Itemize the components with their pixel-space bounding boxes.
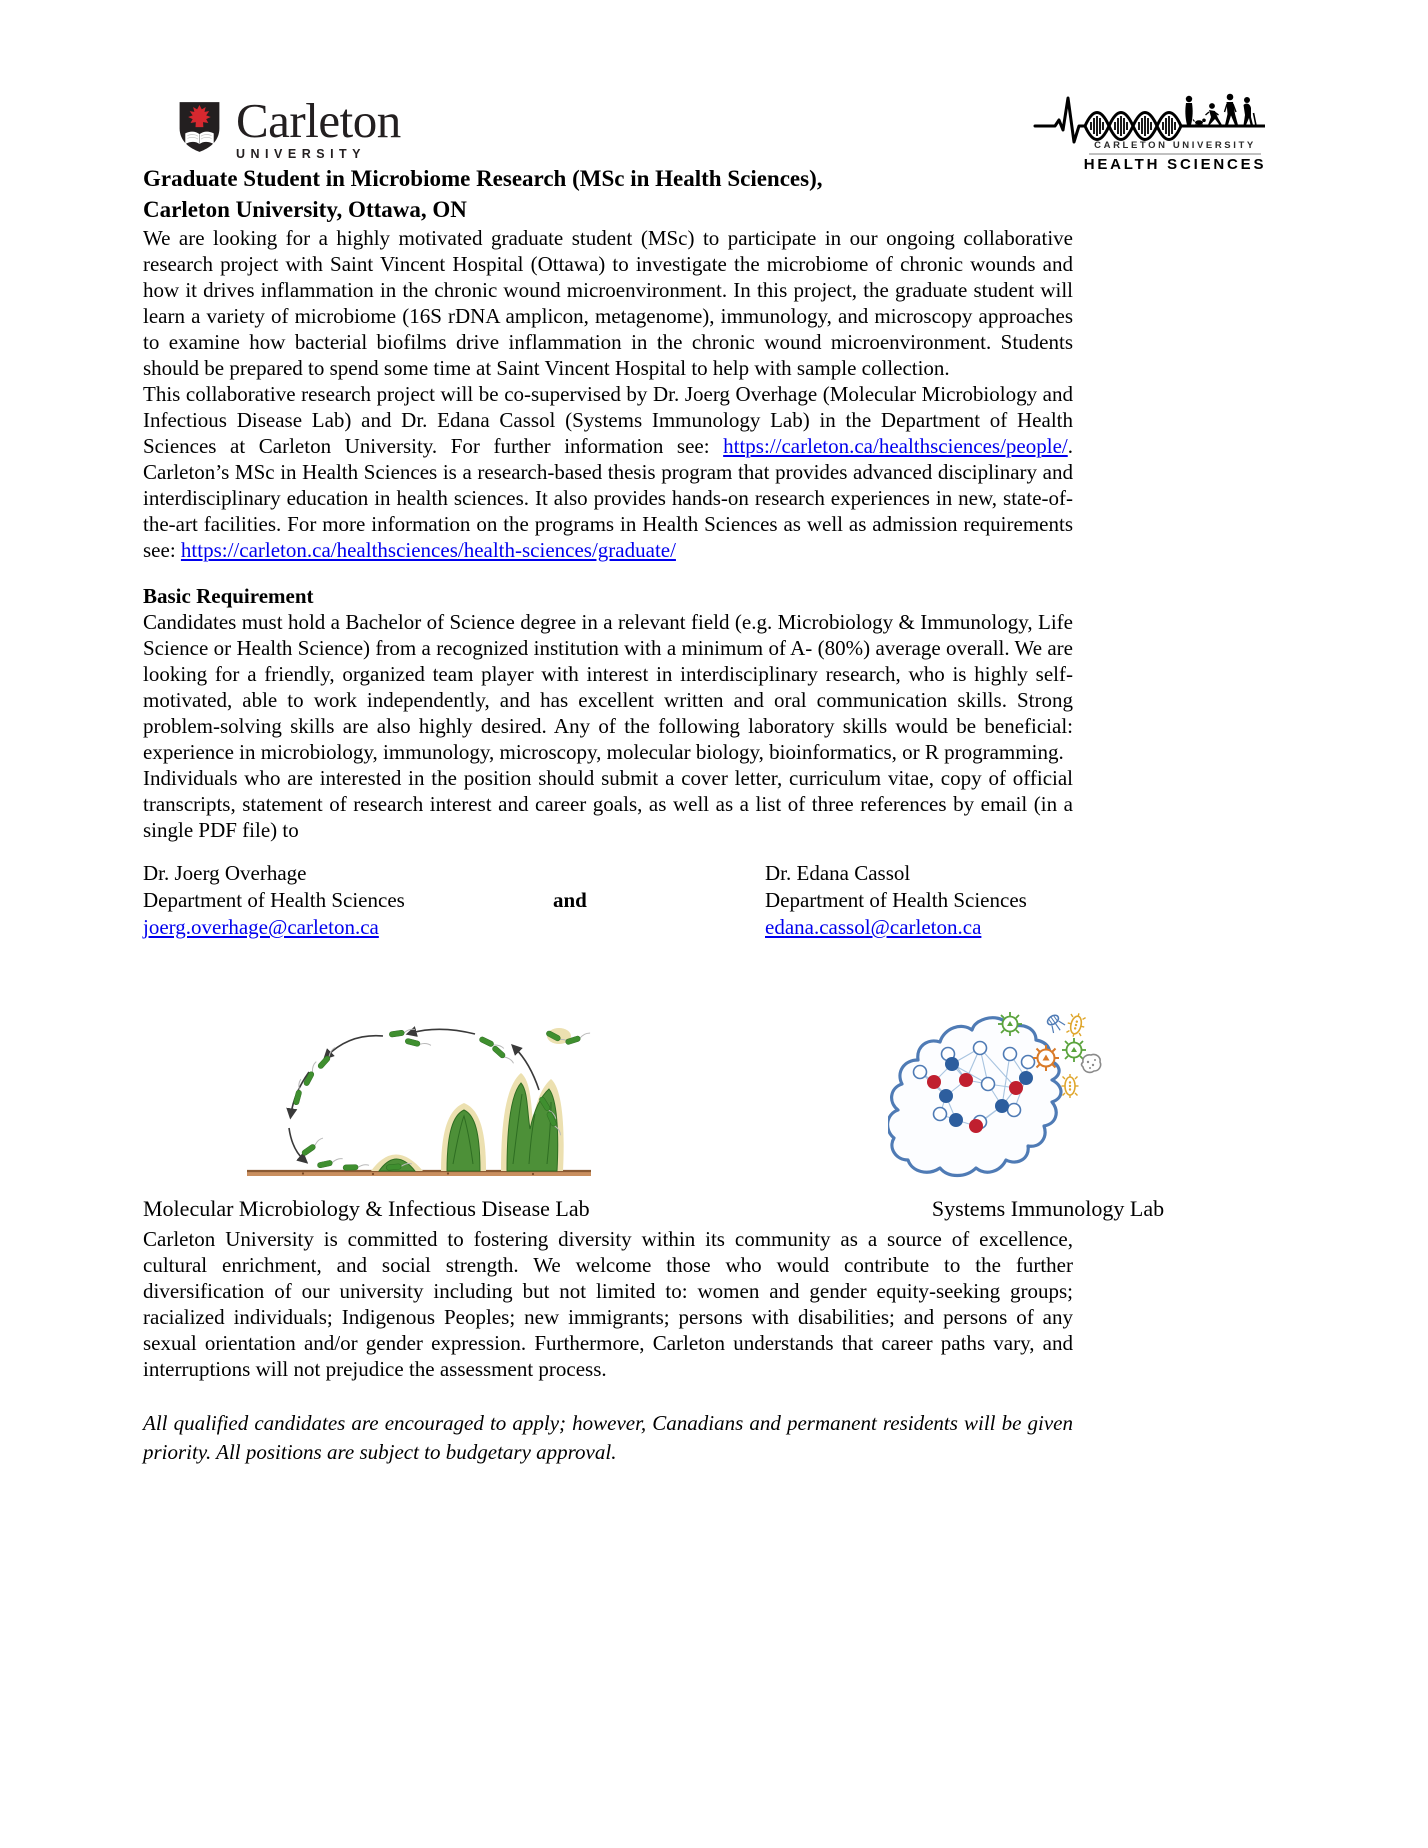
carleton-university-subtext: UNIVERSITY — [236, 147, 367, 161]
bacterium-gold-icon — [1062, 1074, 1079, 1098]
supervision-text-2: . Carleton’s MSc in Health Sciences is a research-based thesis program that provides advanced disciplinary and interdisciplinary education in health sciences. It also provides hands-on research experiences in new, state-of-the-art facilities. For more information on the programs in Health Sciences as well as admission requirements see: — [143, 434, 1073, 562]
immunology-lab-label: Systems Immunology Lab — [931, 1196, 1165, 1221]
lab-labels-row — [143, 1196, 1165, 1226]
people-page-link[interactable]: https://carleton.ca/healthsciences/people/ — [723, 434, 1068, 458]
bacterium-gold-icon — [1065, 1011, 1087, 1038]
title-line-1: Graduate Student in Microbiome Research (MSc in Health Sciences), — [143, 166, 823, 191]
diversity-paragraph: Carleton University is committed to fostering diversity within its community as a source of excellence, cultural enrichment, and social strength. We welcome those who would contribute to the further diversification of our university including but not limited to: women and gender equity-seeking groups; racialized individuals; Indigenous Peoples; new immigrants; persons with disabilities; and persons of any sexual orientation and/or gender expression. Furthermore, Carleton understands that career paths vary, and interruptions will not prejudice the assessment process. — [143, 1227, 1073, 1381]
virus-orange-icon — [1033, 1045, 1059, 1071]
application-paragraph: Individuals who are interested in the position should submit a cover letter, curriculum vitae, copy of official transcripts, statement of research interest and career goals, as well as a list of three references by email (in a single PDF file) to — [143, 766, 1073, 842]
supervision-paragraph — [143, 381, 1073, 563]
virus-green-icon — [998, 1012, 1022, 1036]
title-line-2: Carleton University, Ottawa, ON — [143, 197, 467, 222]
contacts-connector: and — [553, 888, 587, 912]
overhage-email-link[interactable]: joerg.overhage@carleton.ca — [143, 915, 379, 939]
biofilm-lifecycle-illustration — [243, 1014, 595, 1182]
contact-department: Department of Health Sciences — [143, 888, 405, 912]
microbe-gray-icon — [1082, 1054, 1101, 1072]
carleton-wordmark: Carleton — [236, 93, 401, 148]
hs-logo-line2: HEALTH SCIENCES — [1083, 156, 1267, 173]
closing-paragraph: All qualified candidates are encouraged to apply; however, Canadians and permanent residents will be given priority. All positions are subject to budgetary approval. — [143, 1411, 1073, 1464]
graduate-programs-link[interactable]: https://carleton.ca/healthsciences/health-sciences/graduate/ — [180, 538, 676, 562]
requirements-paragraph: Candidates must hold a Bachelor of Science degree in a relevant field (e.g. Microbiology & Immunology, Life Science or Health Science) from a recognized institution with a minimum of A- (80%) average overall. We are looking for a friendly, organized team player with interest in interdisciplinary research, who is highly self-motivated, able to work independently, and has excellent written and oral communication skills. Strong problem-solving skills are also highly desired. Any of the following laboratory skills would be beneficial: experience in microbiology, immunology, microscopy, molecular biology, bioinformatics, or R programming. — [143, 610, 1073, 764]
supervision-text-1: This collaborative research project will be co-supervised by Dr. Joerg Overhage (Molecular Microbiology and Infectious Disease Lab) and Dr. Edana Cassol (Systems Immunology Lab) in the Department of Health Sciences at Carleton University. For further information see: — [143, 382, 1073, 458]
contact-name: Dr. Edana Cassol — [765, 861, 911, 885]
virus-green-icon — [1062, 1038, 1086, 1062]
microbiology-lab-label: Molecular Microbiology & Infectious Disease Lab — [143, 1196, 590, 1221]
contact-card-overhage — [143, 860, 405, 941]
basic-requirement-heading: Basic Requirement — [143, 584, 314, 608]
contact-name: Dr. Joerg Overhage — [143, 861, 307, 885]
contact-department: Department of Health Sciences — [765, 888, 1027, 912]
document-body — [143, 0, 1165, 1467]
lab-figures-row — [143, 1006, 1073, 1188]
supervisor-contacts — [143, 860, 1073, 944]
hs-logo-line1: CARLETON UNIVERSITY — [1094, 140, 1256, 151]
intro-paragraph: We are looking for a highly motivated graduate student (MSc) to participate in our ongoing collaborative research project with Saint Vincent Hospital (Ottawa) to investigate the microbiome of chronic wounds and how it drives inflammation in the chronic wound microenvironment. In this project, the graduate student will learn a variety of microbiome (16S rDNA amplicon, metagenome), immunology, and microscopy approaches to examine how bacterial biofilms drive inflammation in the chronic wound microenvironment. Students should be prepared to spend some time at Saint Vincent Hospital to help with sample collection. — [143, 226, 1073, 380]
phage-blue-icon — [1045, 1013, 1066, 1035]
page-title — [143, 163, 1073, 225]
cassol-email-link[interactable]: edana.cassol@carleton.ca — [765, 915, 982, 939]
contact-card-cassol — [765, 860, 1027, 941]
immune-cell-network-illustration — [888, 992, 1208, 1192]
